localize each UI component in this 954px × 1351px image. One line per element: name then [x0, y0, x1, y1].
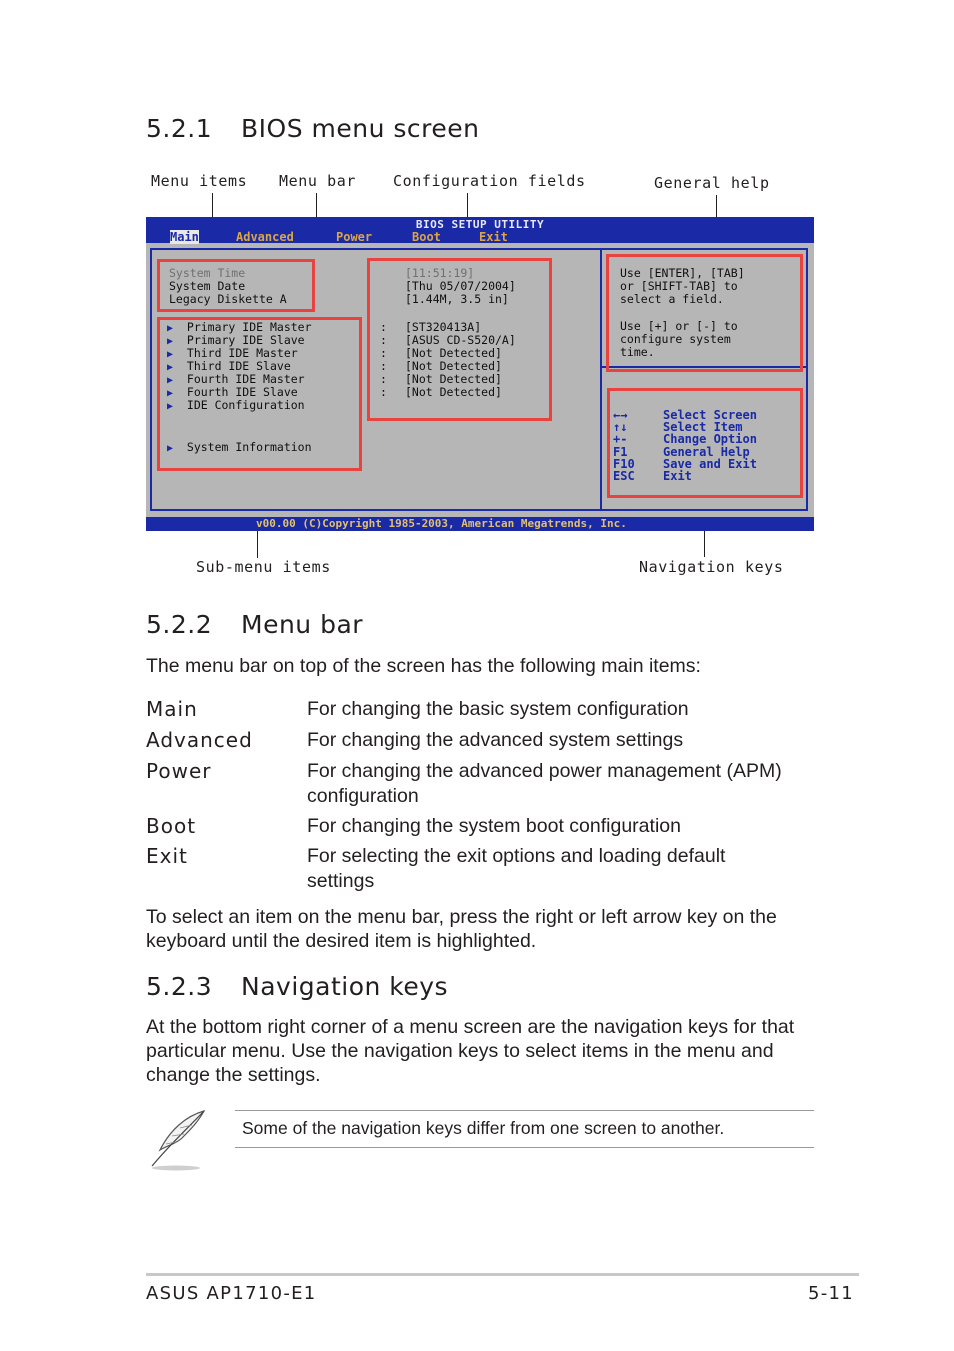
submenu-label: Primary IDE Master — [186, 320, 312, 334]
triangle-right-icon: ▶ — [167, 336, 174, 347]
triangle-right-icon: ▶ — [167, 375, 174, 386]
bios-help-line: or [SHIFT-TAB] to — [620, 279, 738, 293]
triangle-right-icon: ▶ — [167, 388, 174, 399]
nav-action: Select Item — [663, 420, 743, 434]
bios-separator: : — [380, 320, 387, 334]
bios-menu-exit[interactable]: Exit — [479, 230, 508, 244]
callout-menu-bar: Menu bar — [279, 172, 357, 190]
menu-bar-intro: The menu bar on top of the screen has the following main items: — [146, 655, 701, 677]
bios-menu-bar — [146, 217, 814, 243]
nav-action: Exit — [663, 469, 692, 483]
highlight-config-fields — [367, 258, 552, 421]
bios-submenu-value: [ASUS CD-S520/A] — [405, 333, 516, 347]
bios-help-line: select a field. — [620, 292, 724, 306]
bios-separator: : — [380, 333, 387, 347]
nav-key-arrows-ud-icon: ↑↓ — [613, 420, 628, 434]
submenu-label: Fourth IDE Slave — [186, 385, 298, 399]
bios-item-system-time[interactable]: System Time — [169, 266, 246, 280]
def-main: For changing the basic system configuration — [307, 698, 689, 720]
note-text: Some of the navigation keys differ from one screen to another. — [242, 1118, 725, 1138]
nav-key-esc: ESC — [613, 469, 635, 483]
bios-submenu-value: [Not Detected] — [405, 346, 502, 360]
nav-action: Change Option — [663, 432, 757, 446]
highlight-general-help — [606, 254, 803, 372]
bios-submenu-value: [Not Detected] — [405, 359, 502, 373]
section-title: BIOS menu screen — [241, 114, 480, 143]
term-exit: Exit — [146, 844, 188, 868]
triangle-right-icon: ▶ — [167, 443, 174, 454]
def-boot: For changing the system boot configuration — [307, 815, 681, 837]
nav-key-arrows-lr-icon: ←→ — [613, 408, 628, 422]
section-number: 5.2.2 — [146, 610, 213, 639]
term-main: Main — [146, 697, 198, 721]
term-advanced: Advanced — [146, 728, 253, 752]
submenu-label: Third IDE Master — [186, 346, 298, 360]
highlight-sub-menu-items — [157, 317, 362, 471]
section-title: Menu bar — [241, 610, 364, 639]
bios-submenu-value: [ST320413A] — [405, 320, 482, 334]
bios-help-line: time. — [620, 345, 655, 359]
bios-status-bar — [146, 517, 814, 531]
def-exit: For selecting the exit options and loading default settings — [307, 845, 726, 892]
submenu-label: Third IDE Slave — [186, 359, 291, 373]
term-boot: Boot — [146, 814, 197, 838]
bios-divider — [600, 248, 602, 511]
bios-value-legacy-diskette[interactable]: [1.44M, 3.5 in] — [405, 292, 509, 306]
highlight-navigation-keys — [607, 388, 803, 498]
triangle-right-icon: ▶ — [167, 362, 174, 373]
footer-product: ASUS AP1710-E1 — [146, 1283, 317, 1304]
callout-general-help: General help — [654, 174, 770, 192]
leader-line-menu-bar — [316, 193, 317, 217]
def-advanced: For changing the advanced system settings — [307, 729, 684, 751]
submenu-label: Fourth IDE Master — [186, 372, 305, 386]
section-number: 5.2.3 — [146, 972, 213, 1001]
callout-navigation-keys: Navigation keys — [639, 558, 784, 576]
feather-pen-icon — [146, 1108, 210, 1172]
bios-value-system-time[interactable]: [11:51:19] — [405, 266, 475, 280]
triangle-right-icon: ▶ — [167, 323, 174, 334]
bios-help-line: configure system — [620, 332, 731, 346]
bios-separator: : — [380, 359, 387, 373]
section-number: 5.2.1 — [146, 114, 213, 143]
section-heading-bios-menu-screen — [146, 114, 480, 143]
bios-menu-boot[interactable]: Boot — [412, 230, 441, 244]
nav-key-f1: F1 — [613, 445, 628, 459]
section-heading-navigation-keys — [146, 972, 448, 1001]
navigation-keys-body: At the bottom right corner of a menu screen are the navigation keys for that particular menu. Use the navigation keys to select items in the menu and change the settings. — [146, 1016, 795, 1086]
note-bottom-rule — [235, 1147, 814, 1148]
nav-key-plus-minus: +- — [613, 432, 628, 446]
footer-page-number: 5-11 — [808, 1283, 855, 1304]
footer-rule — [146, 1273, 859, 1276]
nav-action: Save and Exit — [663, 457, 757, 471]
bios-copyright: v00.00 (C)Copyright 1985-2003, American Megatrends, Inc. — [256, 517, 627, 530]
triangle-right-icon: ▶ — [167, 401, 174, 412]
menu-bar-outro: To select an item on the menu bar, press the right or left arrow key on the keyboard until the desired item is highlighted. — [146, 906, 777, 952]
bios-submenu-value: [Not Detected] — [405, 372, 502, 386]
submenu-label: IDE Configuration — [186, 398, 305, 412]
bios-submenu-value: [Not Detected] — [405, 385, 502, 399]
nav-action: General Help — [663, 445, 750, 459]
callout-config-fields: Configuration fields — [393, 172, 586, 190]
bios-item-system-date[interactable]: System Date — [169, 279, 246, 293]
callout-menu-items: Menu items — [151, 172, 248, 190]
submenu-label: System Information — [186, 440, 312, 454]
nav-action: Select Screen — [663, 408, 757, 422]
bios-separator: : — [380, 346, 387, 360]
bios-help-line: Use [+] or [-] to — [620, 319, 738, 333]
section-title: Navigation keys — [241, 972, 449, 1001]
bios-separator: : — [380, 372, 387, 386]
triangle-right-icon: ▶ — [167, 349, 174, 360]
bios-menu-main[interactable]: Main — [170, 230, 199, 244]
bios-title: BIOS SETUP UTILITY — [415, 218, 545, 231]
def-power: For changing the advanced power management (APM) configuration — [307, 760, 782, 807]
section-heading-menu-bar — [146, 610, 363, 639]
bios-item-legacy-diskette[interactable]: Legacy Diskette A — [169, 292, 287, 306]
bios-menu-power[interactable]: Power — [336, 230, 373, 244]
bios-menu-advanced[interactable]: Advanced — [236, 230, 294, 244]
highlight-menu-items — [157, 259, 315, 312]
submenu-label: Primary IDE Slave — [186, 333, 305, 347]
nav-key-f10: F10 — [613, 457, 635, 471]
note-top-rule — [235, 1110, 814, 1111]
bios-help-line: Use [ENTER], [TAB] — [620, 266, 745, 280]
term-power: Power — [146, 759, 212, 783]
callout-sub-menu-items: Sub-menu items — [196, 558, 331, 576]
bios-separator: : — [380, 385, 387, 399]
bios-value-system-date[interactable]: [Thu 05/07/2004] — [405, 279, 516, 293]
